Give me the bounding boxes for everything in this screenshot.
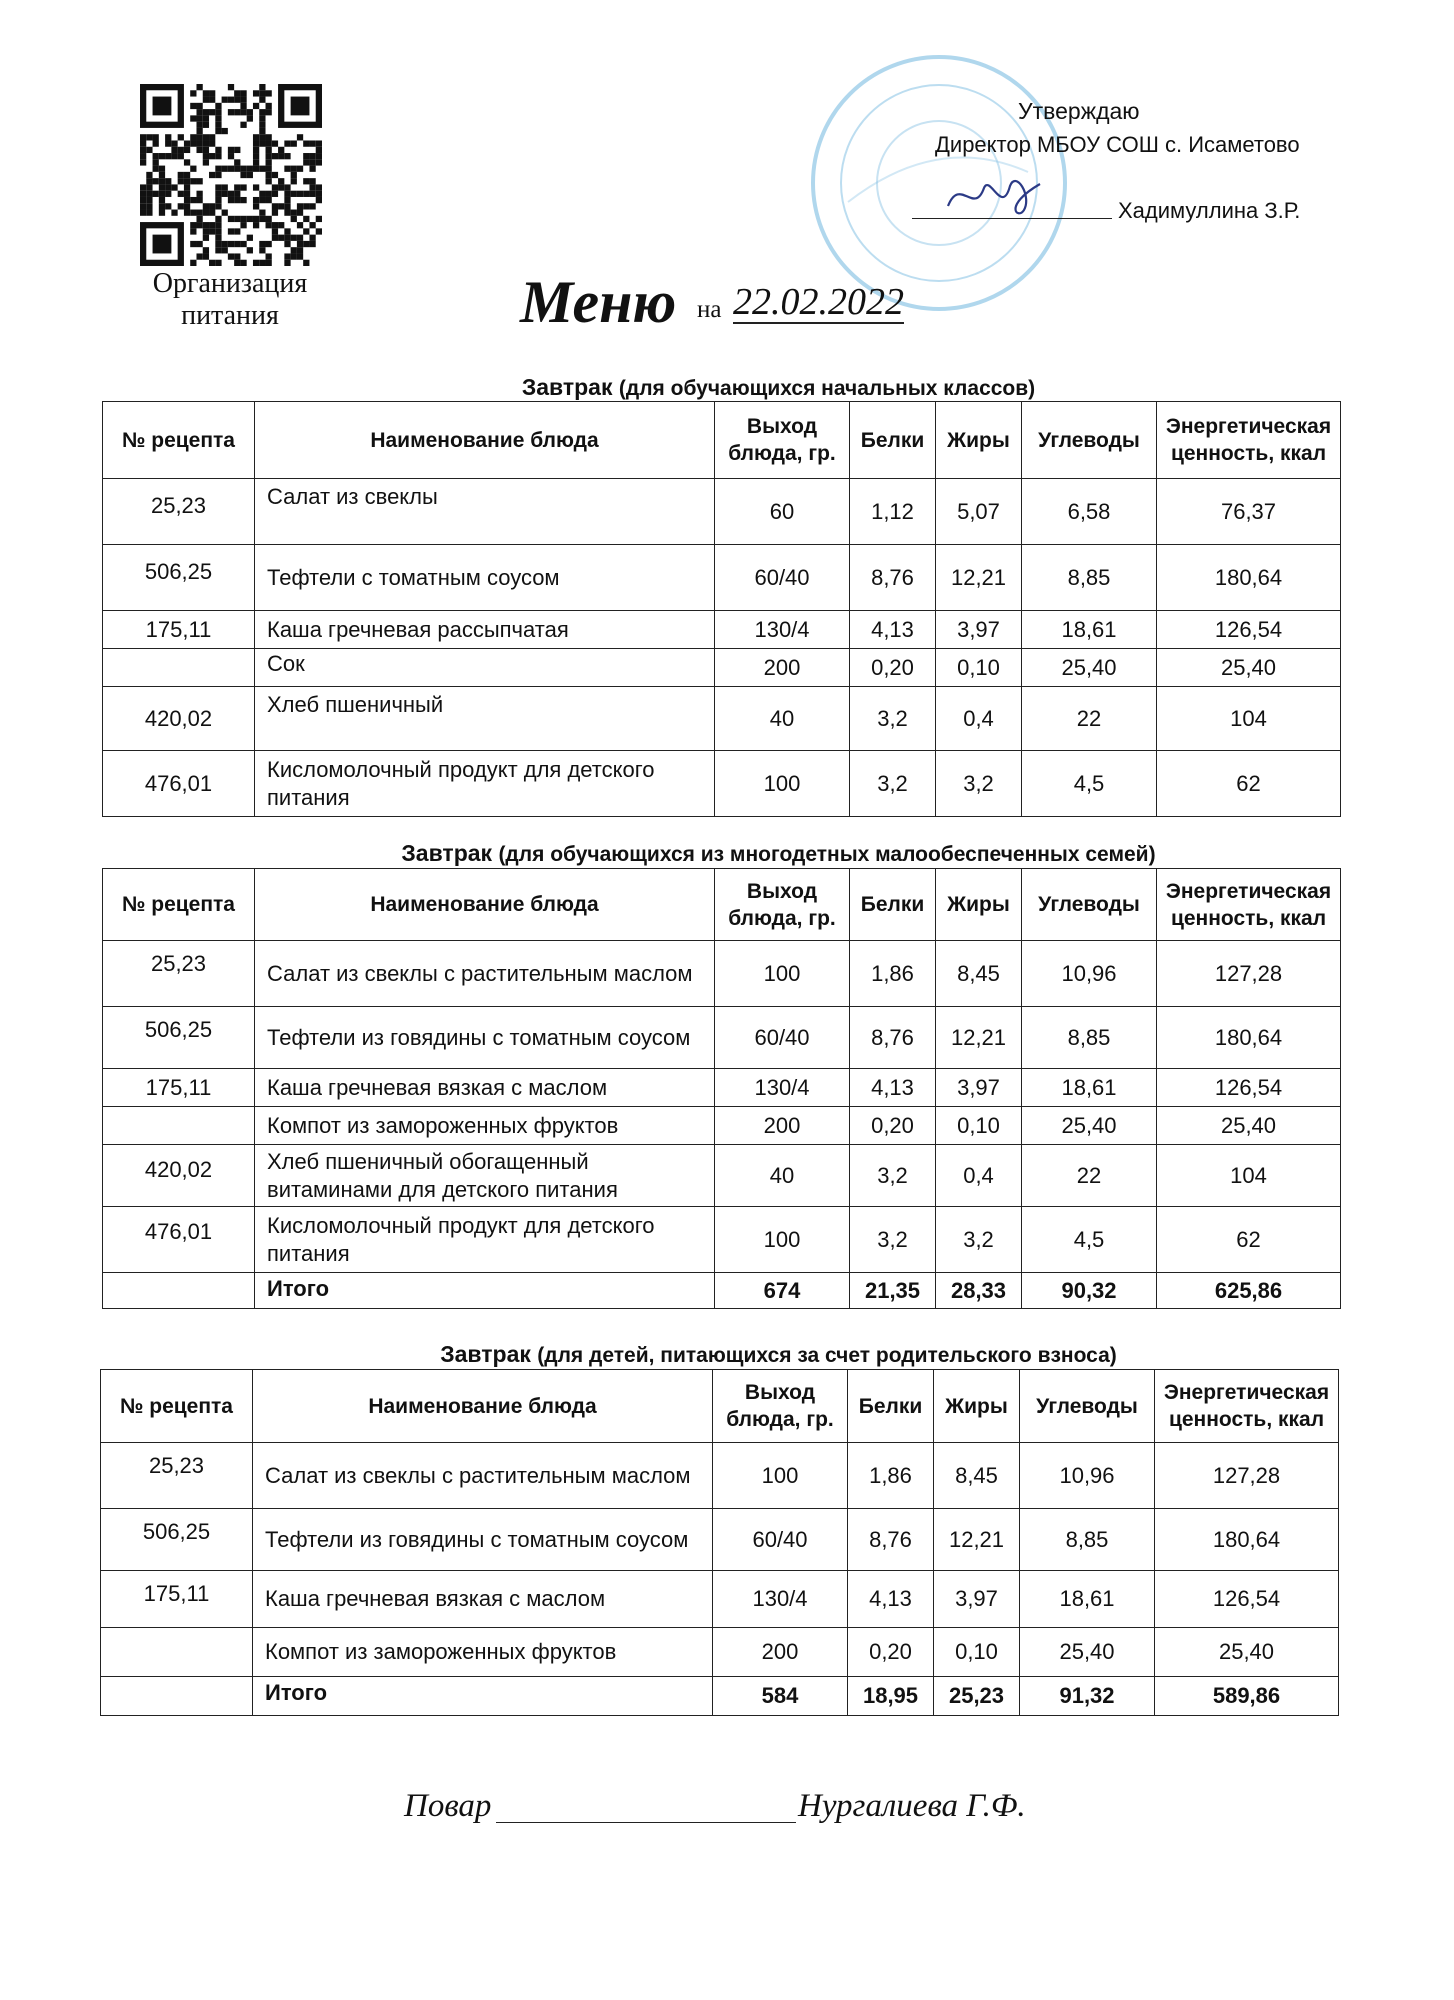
weight-cell: 60/40 bbox=[713, 1509, 848, 1571]
header-cell: Энергетическая ценность, ккал bbox=[1157, 402, 1341, 479]
weight-cell: 200 bbox=[715, 1107, 850, 1145]
header-cell: Белки bbox=[850, 402, 936, 479]
kcal-cell: 62 bbox=[1157, 751, 1341, 817]
recipe-cell: 175,11 bbox=[103, 611, 255, 649]
recipe-cell: 175,11 bbox=[101, 1571, 253, 1628]
kcal-cell: 589,86 bbox=[1155, 1677, 1339, 1716]
recipe-cell bbox=[103, 1107, 255, 1145]
kcal-cell: 25,40 bbox=[1155, 1628, 1339, 1677]
header-cell: Энергетическая ценность, ккал bbox=[1157, 869, 1341, 941]
weight-cell: 60 bbox=[715, 479, 850, 545]
carbs-cell: 18,61 bbox=[1022, 611, 1157, 649]
page-title: Меню bbox=[520, 269, 677, 335]
fat-cell: 8,45 bbox=[936, 941, 1022, 1007]
table-row bbox=[103, 1207, 1341, 1273]
header-cell: Жиры bbox=[936, 869, 1022, 941]
dish-name: Тефтели с томатным соусом bbox=[255, 545, 715, 611]
protein-cell: 4,13 bbox=[850, 1069, 936, 1107]
header-cell: № рецепта bbox=[103, 869, 255, 941]
kcal-cell: 180,64 bbox=[1157, 1007, 1341, 1069]
approve-position: Директор МБОУ СОШ с. Исаметово bbox=[935, 132, 1300, 157]
table-row bbox=[103, 479, 1341, 545]
weight-cell: 130/4 bbox=[713, 1571, 848, 1628]
carbs-cell: 8,85 bbox=[1020, 1509, 1155, 1571]
table-row bbox=[101, 1509, 1339, 1571]
table-row bbox=[101, 1443, 1339, 1509]
protein-cell: 3,2 bbox=[850, 751, 936, 817]
header-cell: № рецепта bbox=[101, 1370, 253, 1443]
fat-cell: 0,4 bbox=[936, 687, 1022, 751]
dish-name: Тефтели из говядины с томатным соусом bbox=[253, 1509, 713, 1571]
signature-line bbox=[912, 218, 1112, 219]
recipe-cell: 25,23 bbox=[103, 941, 255, 1007]
fat-cell: 0,10 bbox=[934, 1628, 1020, 1677]
dish-name: Хлеб пшеничный bbox=[255, 687, 715, 751]
protein-cell: 8,76 bbox=[848, 1509, 934, 1571]
header-cell: Выход блюда, гр. bbox=[715, 869, 850, 941]
protein-cell: 21,35 bbox=[850, 1273, 936, 1309]
header-cell: Наименование блюда bbox=[253, 1370, 713, 1443]
recipe-cell: 25,23 bbox=[103, 479, 255, 545]
carbs-cell: 8,85 bbox=[1022, 1007, 1157, 1069]
header-cell: Жиры bbox=[934, 1370, 1020, 1443]
carbs-cell: 25,40 bbox=[1022, 649, 1157, 687]
dish-name: Каша гречневая рассыпчатая bbox=[255, 611, 715, 649]
dish-name: Кисломолочный продукт для детского питания bbox=[255, 1207, 715, 1273]
total-label: Итого bbox=[253, 1677, 713, 1716]
recipe-cell: 476,01 bbox=[103, 751, 255, 817]
carbs-cell: 6,58 bbox=[1022, 479, 1157, 545]
fat-cell: 5,07 bbox=[936, 479, 1022, 545]
menu-date: 22.02.2022 bbox=[733, 281, 904, 323]
table-header-row bbox=[101, 1370, 1339, 1443]
fat-cell: 3,97 bbox=[936, 1069, 1022, 1107]
protein-cell: 3,2 bbox=[850, 1145, 936, 1207]
recipe-cell: 506,25 bbox=[103, 545, 255, 611]
qr-code[interactable] bbox=[140, 84, 322, 266]
table-row bbox=[103, 687, 1341, 751]
fat-cell: 12,21 bbox=[936, 545, 1022, 611]
cook-label: Повар bbox=[404, 1788, 492, 1824]
weight-cell: 40 bbox=[715, 1145, 850, 1207]
weight-cell: 60/40 bbox=[715, 1007, 850, 1069]
dish-name: Компот из замороженных фруктов bbox=[255, 1107, 715, 1145]
table-row bbox=[103, 611, 1341, 649]
table-header-row bbox=[103, 869, 1341, 941]
weight-cell: 200 bbox=[715, 649, 850, 687]
protein-cell: 1,86 bbox=[850, 941, 936, 1007]
carbs-cell: 10,96 bbox=[1022, 941, 1157, 1007]
recipe-cell: 175,11 bbox=[103, 1069, 255, 1107]
header-cell: Выход блюда, гр. bbox=[715, 402, 850, 479]
dish-name: Салат из свеклы bbox=[255, 479, 715, 545]
header-cell: № рецепта bbox=[103, 402, 255, 479]
table-row bbox=[103, 751, 1341, 817]
weight-cell: 100 bbox=[713, 1443, 848, 1509]
menu-table-large-families bbox=[102, 868, 1341, 1309]
weight-cell: 100 bbox=[715, 1207, 850, 1273]
kcal-cell: 180,64 bbox=[1157, 545, 1341, 611]
carbs-cell: 22 bbox=[1022, 687, 1157, 751]
carbs-cell: 22 bbox=[1022, 1145, 1157, 1207]
weight-cell: 40 bbox=[715, 687, 850, 751]
protein-cell: 4,13 bbox=[848, 1571, 934, 1628]
dish-name: Салат из свеклы с растительным маслом bbox=[253, 1443, 713, 1509]
dish-name: Хлеб пшеничный обогащенный витаминами для детского питания bbox=[255, 1145, 715, 1207]
carbs-cell: 10,96 bbox=[1020, 1443, 1155, 1509]
protein-cell: 3,2 bbox=[850, 1207, 936, 1273]
weight-cell: 100 bbox=[715, 941, 850, 1007]
fat-cell: 12,21 bbox=[936, 1007, 1022, 1069]
kcal-cell: 126,54 bbox=[1157, 1069, 1341, 1107]
total-label: Итого bbox=[255, 1273, 715, 1309]
section-title: Завтрак (для обучающихся начальных классов) bbox=[521, 374, 1036, 400]
table-header-row bbox=[103, 402, 1341, 479]
header-cell: Наименование блюда bbox=[255, 402, 715, 479]
fat-cell: 3,97 bbox=[934, 1571, 1020, 1628]
fat-cell: 8,45 bbox=[934, 1443, 1020, 1509]
dish-name: Тефтели из говядины с томатным соусом bbox=[255, 1007, 715, 1069]
weight-cell: 130/4 bbox=[715, 611, 850, 649]
menu-table-primary bbox=[102, 401, 1341, 817]
protein-cell: 0,20 bbox=[850, 649, 936, 687]
recipe-cell: 25,23 bbox=[101, 1443, 253, 1509]
dish-name: Салат из свеклы с растительным маслом bbox=[255, 941, 715, 1007]
protein-cell: 0,20 bbox=[850, 1107, 936, 1145]
protein-cell: 18,95 bbox=[848, 1677, 934, 1716]
fat-cell: 12,21 bbox=[934, 1509, 1020, 1571]
header-cell: Наименование блюда bbox=[255, 869, 715, 941]
kcal-cell: 25,40 bbox=[1157, 649, 1341, 687]
header-cell: Белки bbox=[850, 869, 936, 941]
carbs-cell: 4,5 bbox=[1022, 751, 1157, 817]
kcal-cell: 625,86 bbox=[1157, 1273, 1341, 1309]
fat-cell: 28,33 bbox=[936, 1273, 1022, 1309]
dish-name: Каша гречневая вязкая с маслом bbox=[255, 1069, 715, 1107]
fat-cell: 3,97 bbox=[936, 611, 1022, 649]
section-title: Завтрак (для обучающихся из многодетных малообеспеченных семей) bbox=[401, 840, 1156, 866]
weight-cell: 584 bbox=[713, 1677, 848, 1716]
recipe-cell bbox=[101, 1677, 253, 1716]
table-row bbox=[101, 1571, 1339, 1628]
table-row bbox=[103, 941, 1341, 1007]
carbs-cell: 91,32 bbox=[1020, 1677, 1155, 1716]
cook-signature-line bbox=[496, 1822, 796, 1823]
kcal-cell: 76,37 bbox=[1157, 479, 1341, 545]
weight-cell: 130/4 bbox=[715, 1069, 850, 1107]
header-cell: Жиры bbox=[936, 402, 1022, 479]
section-title: Завтрак (для детей, питающихся за счет родительского взноса) bbox=[440, 1341, 1117, 1367]
fat-cell: 3,2 bbox=[936, 1207, 1022, 1273]
recipe-cell: 506,25 bbox=[101, 1509, 253, 1571]
dish-name: Каша гречневая вязкая с маслом bbox=[253, 1571, 713, 1628]
kcal-cell: 126,54 bbox=[1155, 1571, 1339, 1628]
header-cell: Углеводы bbox=[1022, 869, 1157, 941]
weight-cell: 674 bbox=[715, 1273, 850, 1309]
recipe-cell: 476,01 bbox=[103, 1207, 255, 1273]
signature bbox=[940, 166, 1050, 226]
weight-cell: 100 bbox=[715, 751, 850, 817]
protein-cell: 0,20 bbox=[848, 1628, 934, 1677]
header-cell: Энергетическая ценность, ккал bbox=[1155, 1370, 1339, 1443]
dish-name: Сок bbox=[255, 649, 715, 687]
table-row bbox=[103, 1069, 1341, 1107]
header-cell: Углеводы bbox=[1020, 1370, 1155, 1443]
kcal-cell: 104 bbox=[1157, 687, 1341, 751]
carbs-cell: 18,61 bbox=[1022, 1069, 1157, 1107]
dish-name: Компот из замороженных фруктов bbox=[253, 1628, 713, 1677]
header-cell: Углеводы bbox=[1022, 402, 1157, 479]
kcal-cell: 104 bbox=[1157, 1145, 1341, 1207]
table-row bbox=[103, 649, 1341, 687]
table-row bbox=[103, 1007, 1341, 1069]
carbs-cell: 25,40 bbox=[1022, 1107, 1157, 1145]
table-row bbox=[101, 1628, 1339, 1677]
kcal-cell: 25,40 bbox=[1157, 1107, 1341, 1145]
recipe-cell: 420,02 bbox=[103, 687, 255, 751]
recipe-cell bbox=[103, 649, 255, 687]
table-row bbox=[103, 1107, 1341, 1145]
fat-cell: 3,2 bbox=[936, 751, 1022, 817]
total-row bbox=[103, 1273, 1341, 1309]
header-cell: Выход блюда, гр. bbox=[713, 1370, 848, 1443]
director-name: Хадимуллина З.Р. bbox=[1118, 198, 1301, 223]
protein-cell: 8,76 bbox=[850, 1007, 936, 1069]
table-row bbox=[103, 1145, 1341, 1207]
recipe-cell bbox=[101, 1628, 253, 1677]
weight-cell: 200 bbox=[713, 1628, 848, 1677]
recipe-cell: 420,02 bbox=[103, 1145, 255, 1207]
fat-cell: 0,4 bbox=[936, 1145, 1022, 1207]
carbs-cell: 25,40 bbox=[1020, 1628, 1155, 1677]
recipe-cell bbox=[103, 1273, 255, 1309]
approve-label: Утверждаю bbox=[1018, 98, 1140, 124]
kcal-cell: 127,28 bbox=[1155, 1443, 1339, 1509]
protein-cell: 1,86 bbox=[848, 1443, 934, 1509]
dish-name: Кисломолочный продукт для детского питания bbox=[255, 751, 715, 817]
fat-cell: 0,10 bbox=[936, 649, 1022, 687]
title-preposition: на bbox=[697, 296, 722, 323]
protein-cell: 1,12 bbox=[850, 479, 936, 545]
kcal-cell: 180,64 bbox=[1155, 1509, 1339, 1571]
fat-cell: 25,23 bbox=[934, 1677, 1020, 1716]
header-cell: Белки bbox=[848, 1370, 934, 1443]
kcal-cell: 62 bbox=[1157, 1207, 1341, 1273]
table-row bbox=[103, 545, 1341, 611]
kcal-cell: 126,54 bbox=[1157, 611, 1341, 649]
carbs-cell: 8,85 bbox=[1022, 545, 1157, 611]
carbs-cell: 18,61 bbox=[1020, 1571, 1155, 1628]
kcal-cell: 127,28 bbox=[1157, 941, 1341, 1007]
cook-name: Нургалиева Г.Ф. bbox=[798, 1788, 1026, 1824]
menu-table-parent-paid bbox=[100, 1369, 1339, 1716]
qr-caption: Организация питания bbox=[152, 268, 308, 331]
protein-cell: 3,2 bbox=[850, 687, 936, 751]
total-row bbox=[101, 1677, 1339, 1716]
recipe-cell: 506,25 bbox=[103, 1007, 255, 1069]
carbs-cell: 4,5 bbox=[1022, 1207, 1157, 1273]
protein-cell: 4,13 bbox=[850, 611, 936, 649]
weight-cell: 60/40 bbox=[715, 545, 850, 611]
fat-cell: 0,10 bbox=[936, 1107, 1022, 1145]
protein-cell: 8,76 bbox=[850, 545, 936, 611]
carbs-cell: 90,32 bbox=[1022, 1273, 1157, 1309]
